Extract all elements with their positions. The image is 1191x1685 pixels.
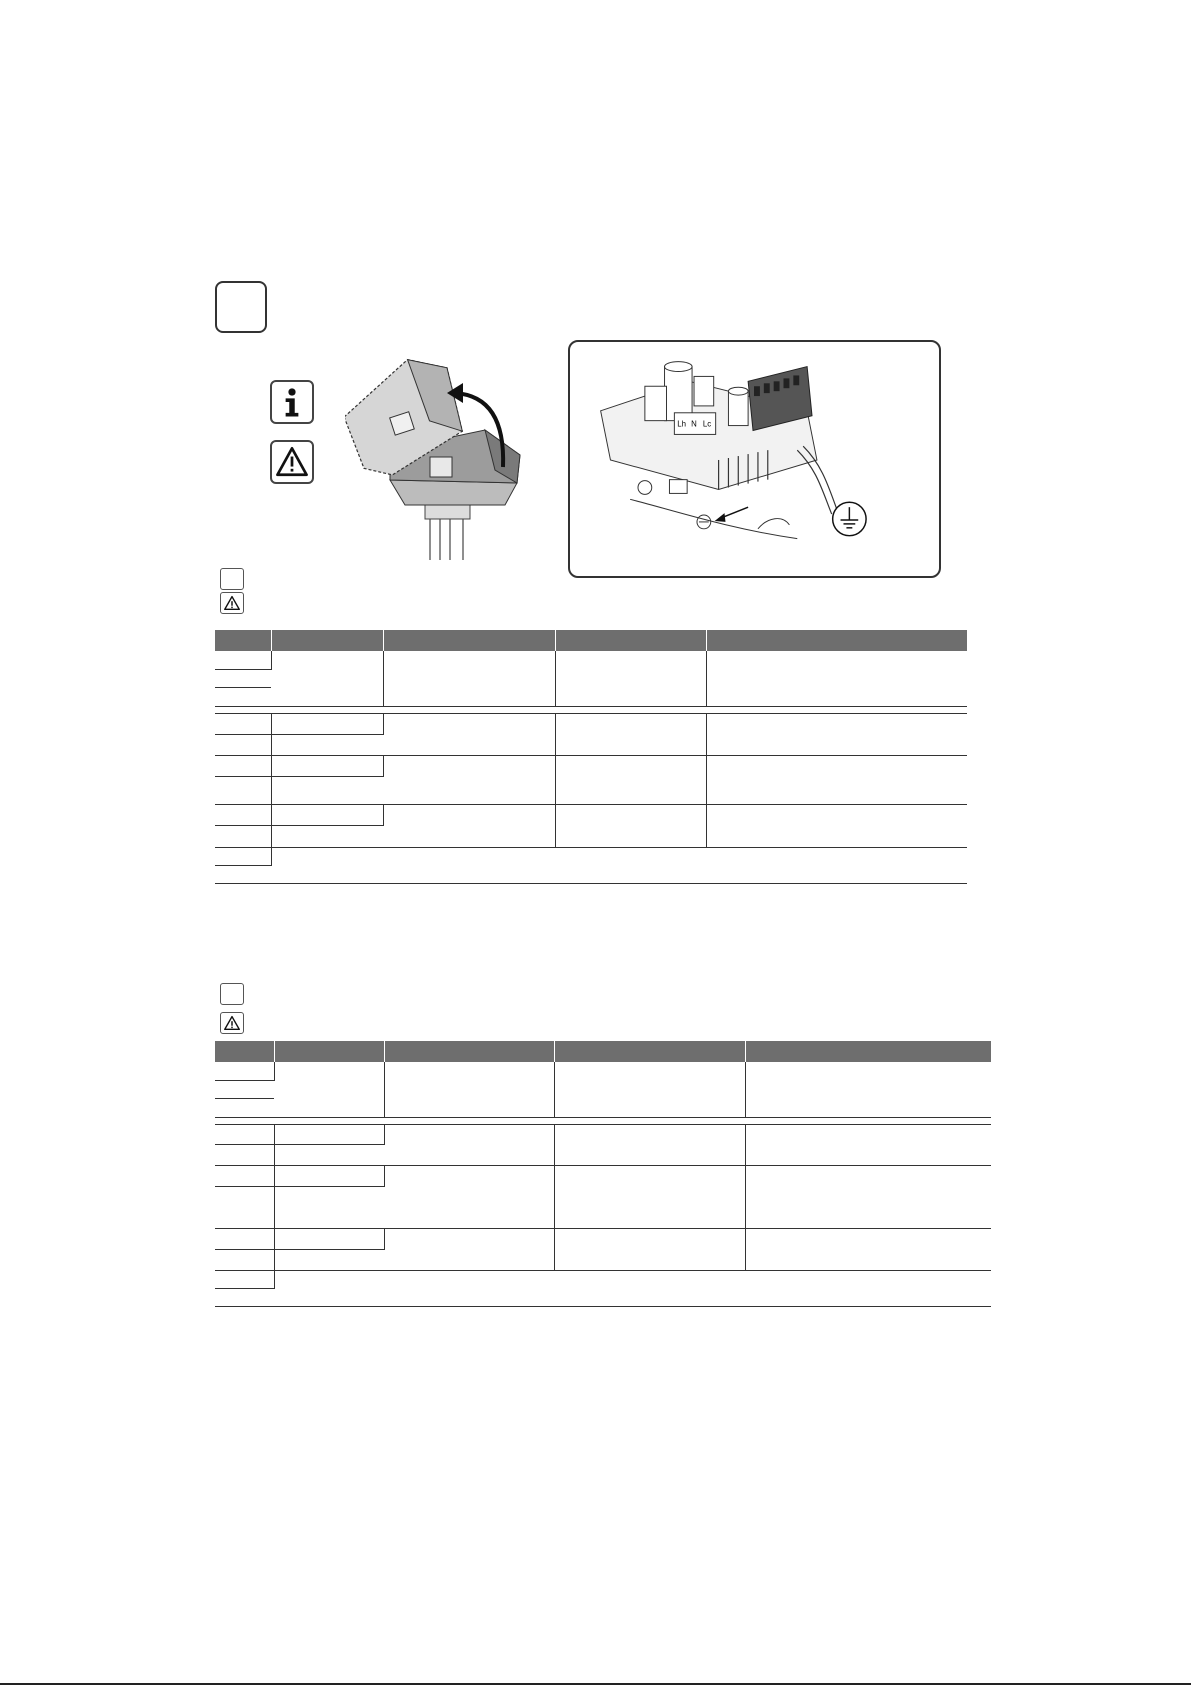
table-row <box>215 713 967 734</box>
table-row <box>215 804 967 825</box>
table-header-cell <box>554 1041 745 1062</box>
table-header-row <box>215 1041 991 1062</box>
info-icon <box>270 380 314 424</box>
warning-note-icon <box>220 1012 244 1034</box>
table-separator <box>215 1117 991 1124</box>
table-row <box>215 651 967 669</box>
info-note-icon <box>220 568 244 590</box>
table-row <box>215 847 967 865</box>
table-row <box>215 755 967 776</box>
info-note-icon <box>220 983 244 1005</box>
table-header-cell <box>383 630 555 651</box>
warning-icon <box>270 440 314 484</box>
table-row <box>215 1165 991 1186</box>
specification-table-2 <box>215 1041 991 1307</box>
table-separator <box>215 706 967 713</box>
terminal-label-lc: Lc <box>702 419 712 429</box>
table-header-cell <box>271 630 383 651</box>
table-header-cell <box>215 1041 274 1062</box>
table-header-cell <box>706 630 967 651</box>
wiring-detail-panel <box>568 340 941 578</box>
earth-ground-icon <box>833 502 866 535</box>
table-row <box>215 1228 991 1249</box>
step-number-box <box>215 281 267 333</box>
terminal-label-n: N <box>691 419 697 429</box>
table-header-cell <box>555 630 706 651</box>
specification-table-1 <box>215 630 967 884</box>
table-row <box>215 1062 991 1080</box>
table-header-row <box>215 630 967 651</box>
table-header-cell <box>215 630 271 651</box>
table-header-cell <box>745 1041 991 1062</box>
terminal-label-lh: Lh <box>677 419 687 429</box>
table-row <box>215 1270 991 1288</box>
table-row <box>215 1124 991 1144</box>
warning-note-icon <box>220 592 244 614</box>
table-header-cell <box>274 1041 384 1062</box>
table-header-cell <box>384 1041 554 1062</box>
actuator-cover-removal-illustration <box>345 355 545 560</box>
